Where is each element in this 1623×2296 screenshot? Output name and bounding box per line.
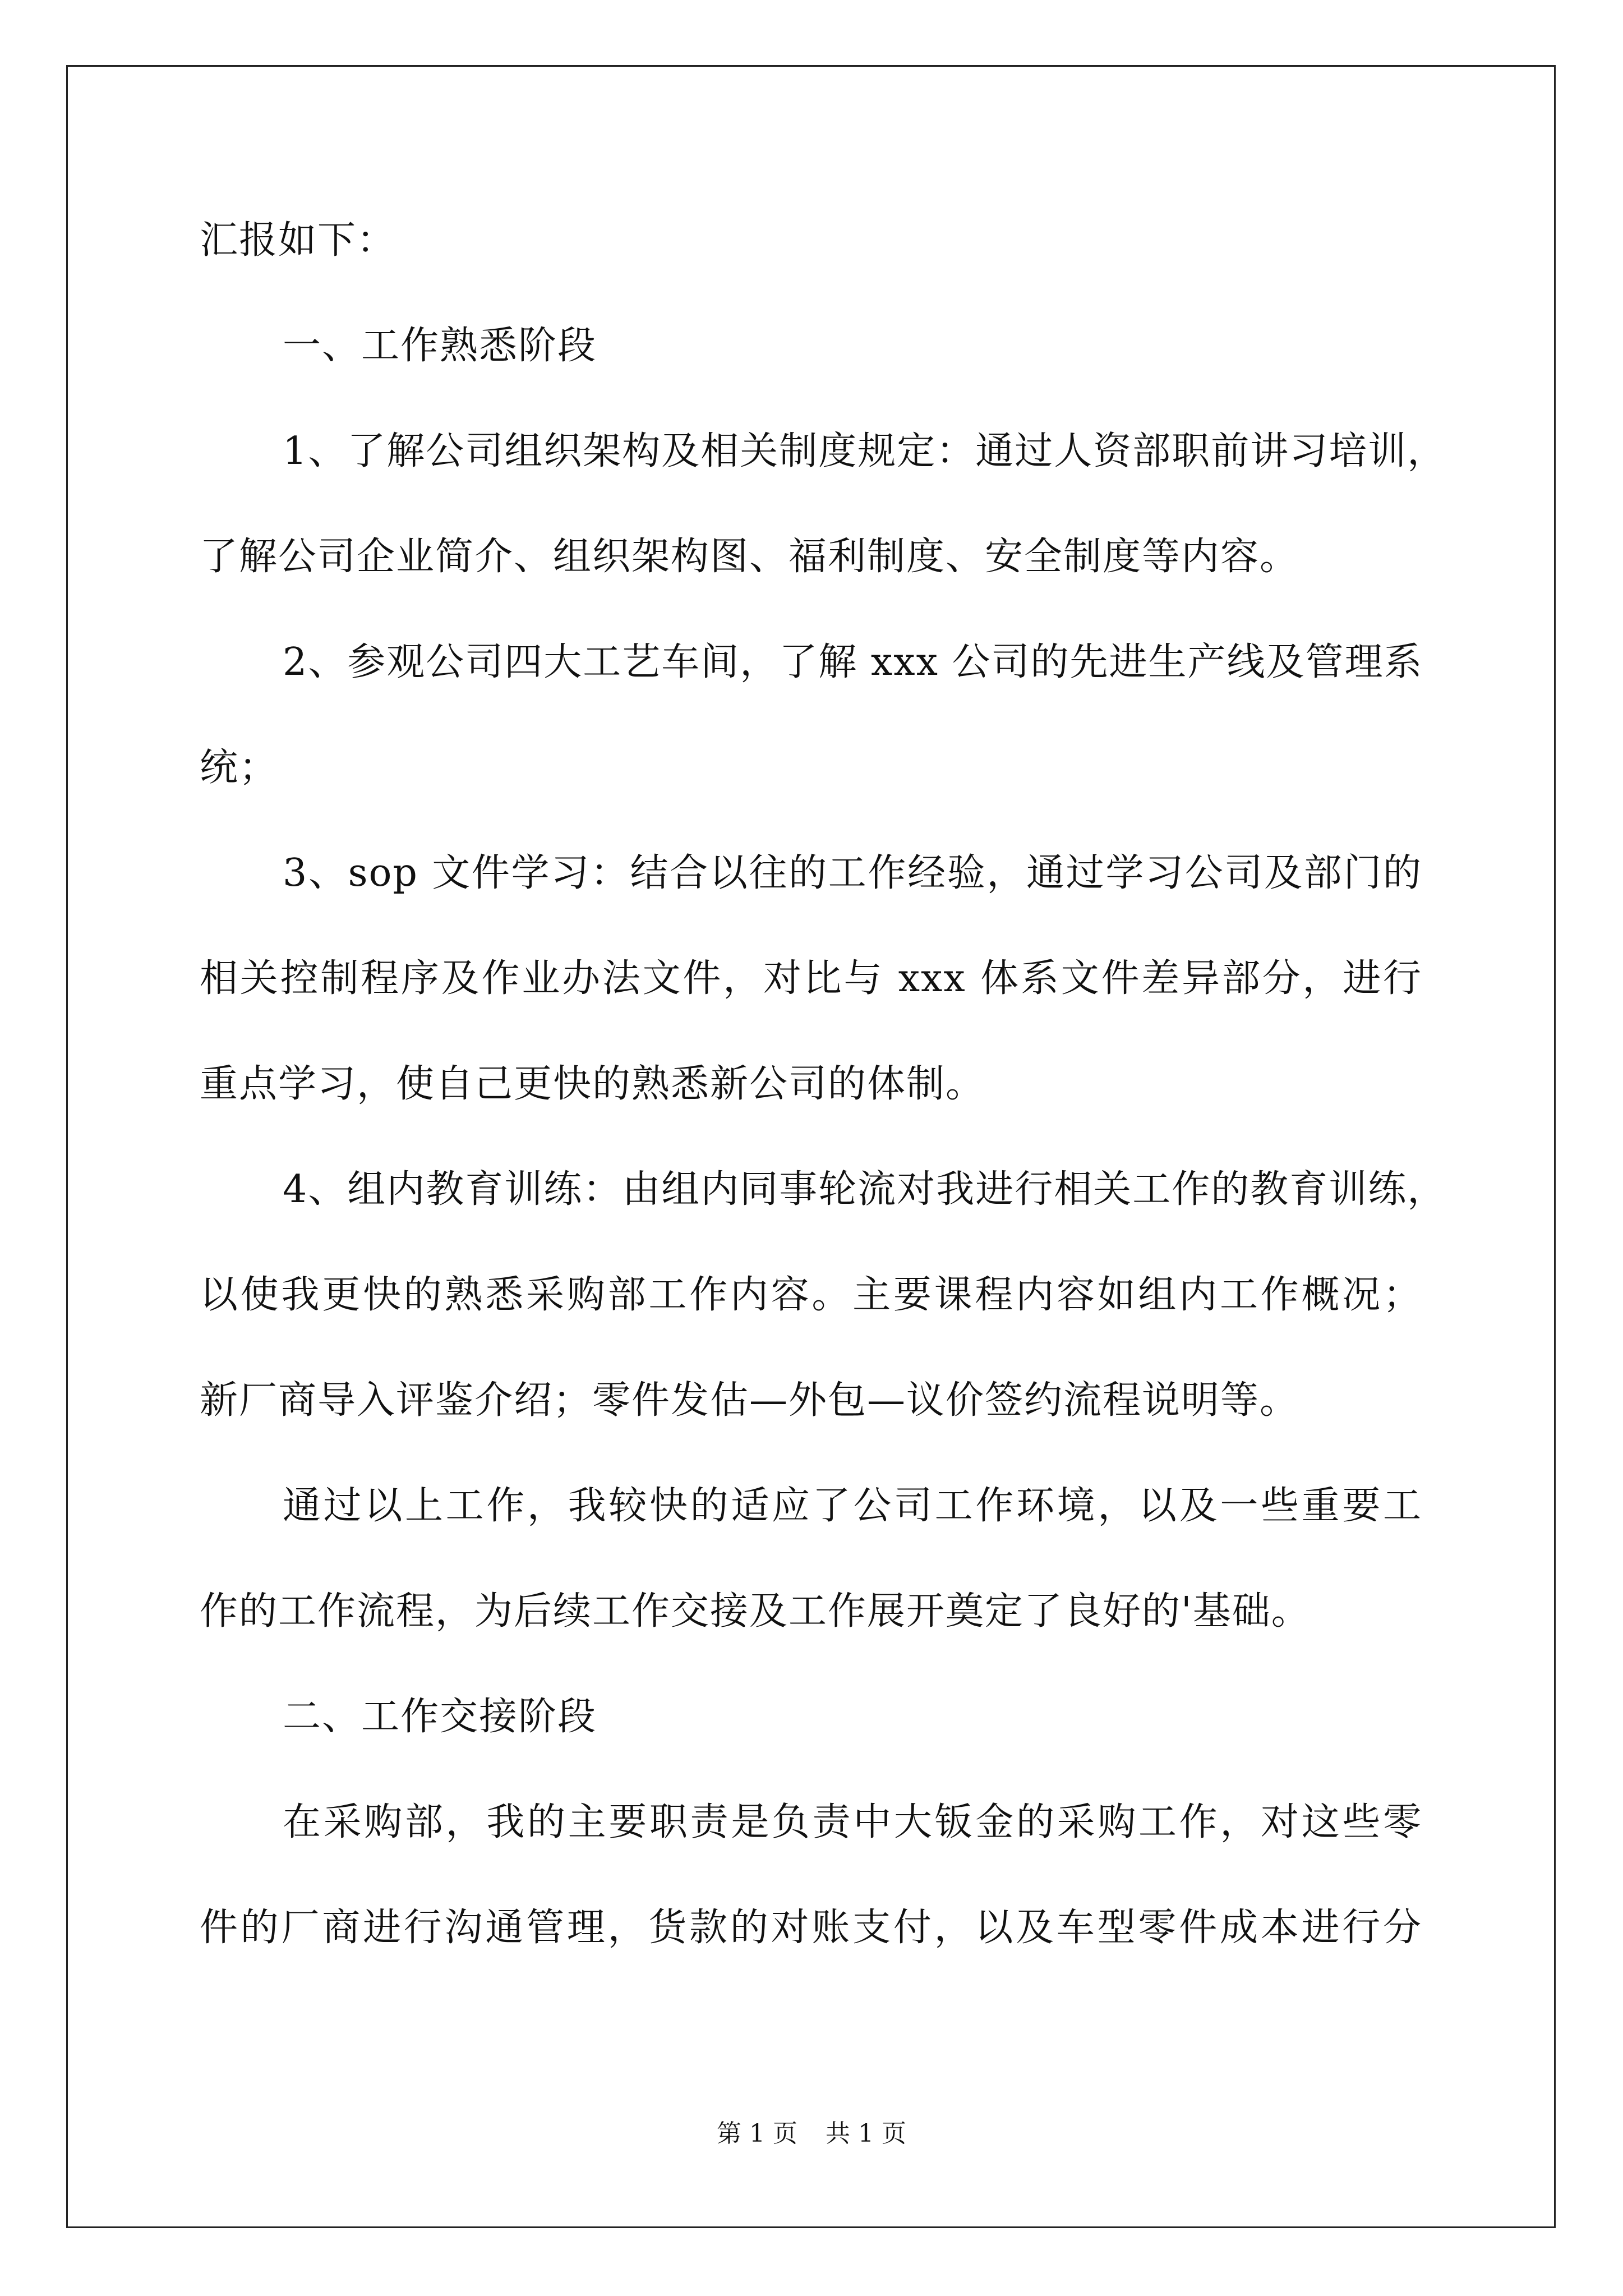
text-line: 新厂商导入评鉴介绍；零件发估—外包—议价签约流程说明等。 <box>200 1378 1299 1423</box>
text-line: 2、参观公司四大工艺车间，了解 xxx 公司的先进生产线及管理系 <box>283 640 1423 684</box>
text-line: 汇报如下： <box>200 218 396 263</box>
text-line: 作的工作流程，为后续工作交接及工作展开奠定了良好的'基础。 <box>200 1589 1311 1634</box>
text-line: 4、组内教育训练：由组内同事轮流对我进行相关工作的教育训练， <box>283 1167 1447 1212</box>
section-heading: 一、工作熟悉阶段 <box>283 324 597 368</box>
text-line: 通过以上工作，我较快的适应了公司工作环境，以及一些重要工 <box>283 1484 1422 1528</box>
section-heading: 二、工作交接阶段 <box>283 1695 597 1739</box>
text-line: 3、sop 文件学习：结合以往的工作经验，通过学习公司及部门的 <box>283 851 1422 895</box>
text-line: 了解公司企业简介、组织架构图、福利制度、安全制度等内容。 <box>200 535 1299 579</box>
text-line: 1、了解公司组织架构及相关制度规定：通过人资部职前讲习培训， <box>283 429 1447 473</box>
text-line: 相关控制程序及作业办法文件，对比与 xxx 体系文件差异部分，进行 <box>200 956 1422 1001</box>
document-body <box>200 218 1447 2014</box>
page-total: 共 1 页 <box>826 2119 906 2148</box>
page-number: 第 1 页 <box>717 2119 797 2148</box>
text-line: 以使我更快的熟悉采购部工作内容。主要课程内容如组内工作概况； <box>200 1273 1422 1317</box>
text-line: 件的厂商进行沟通管理，货款的对账支付，以及车型零件成本进行分 <box>200 1906 1422 1950</box>
text-line: 统； <box>200 746 279 790</box>
page-footer <box>0 2119 1623 2148</box>
text-line: 在采购部，我的主要职责是负责中大钣金的采购工作，对这些零 <box>283 1800 1422 1844</box>
text-line: 重点学习，使自己更快的熟悉新公司的体制。 <box>200 1062 985 1106</box>
